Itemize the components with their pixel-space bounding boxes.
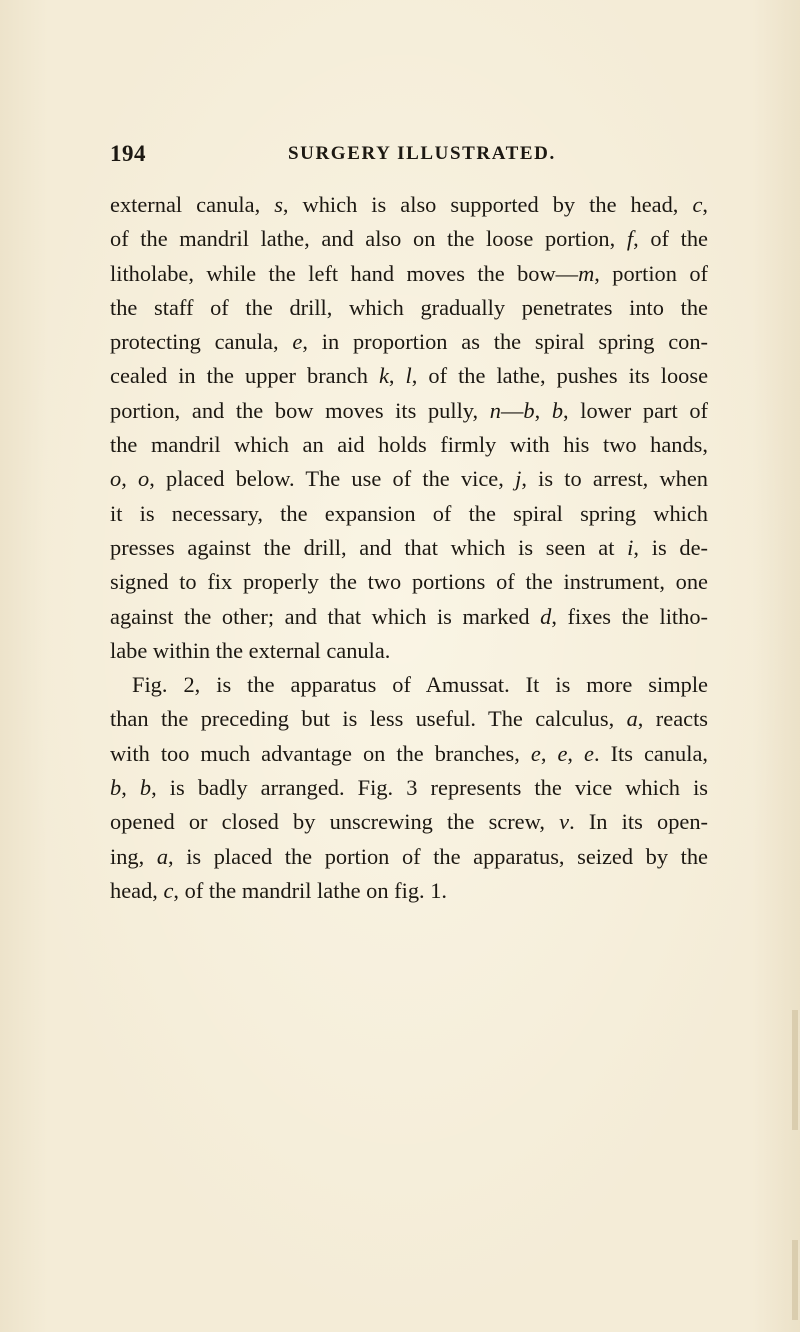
text-line: with too much advantage on the branches, e, e, e. Its canula,: [110, 740, 708, 766]
page-number: 194: [110, 141, 146, 166]
text-line: head, c, of the mandril lathe on fig. 1.: [110, 877, 448, 903]
text-line: it is necessary, the expansion of the spiral spring which: [110, 500, 708, 526]
text-line: of the mandril lathe, and also on the loose portion, f, of the: [110, 226, 708, 252]
text-line: than the preceding but is less useful. The calculus, a, reacts: [110, 706, 708, 732]
text-line: b, b, is badly arranged. Fig. 3 represents the vice which is: [110, 775, 708, 801]
page-edge-mark: [792, 1240, 798, 1320]
text-line: litholabe, while the left hand moves the bow—m, portion of: [110, 260, 708, 286]
text-line: signed to fix properly the two portions of the instrument, one: [110, 569, 708, 595]
text-line: protecting canula, e, in proportion as the spiral spring con-: [110, 329, 708, 355]
running-head: SURGERY ILLUSTRATED.: [288, 143, 556, 164]
page-header: [110, 141, 710, 171]
text-line: cealed in the upper branch k, l, of the lathe, pushes its loose: [110, 363, 709, 389]
text-line: Fig. 2, is the apparatus of Amussat. It is more simple: [132, 672, 708, 698]
text-line: ing, a, is placed the portion of the apparatus, seized by the: [110, 843, 708, 869]
text-line: the staff of the drill, which gradually penetrates into the: [110, 294, 708, 320]
text-line: presses against the drill, and that which is seen at i, is de-: [110, 534, 708, 560]
body-text: [110, 188, 708, 908]
text-line: against the other; and that which is marked d, fixes the litho-: [110, 603, 708, 629]
text-line: external canula, s, which is also supported by the head, c,: [110, 192, 708, 217]
text-line: opened or closed by unscrewing the screw, v. In its open-: [110, 809, 708, 835]
text-line: portion, and the bow moves its pully, n—b, b, lower part of: [110, 397, 708, 423]
page-edge-mark: [792, 1010, 798, 1130]
text-line: labe within the external canula.: [110, 637, 391, 663]
text-line: the mandril which an aid holds firmly with his two hands,: [110, 432, 708, 458]
text-line: o, o, placed below. The use of the vice, j, is to arrest, when: [110, 466, 708, 492]
